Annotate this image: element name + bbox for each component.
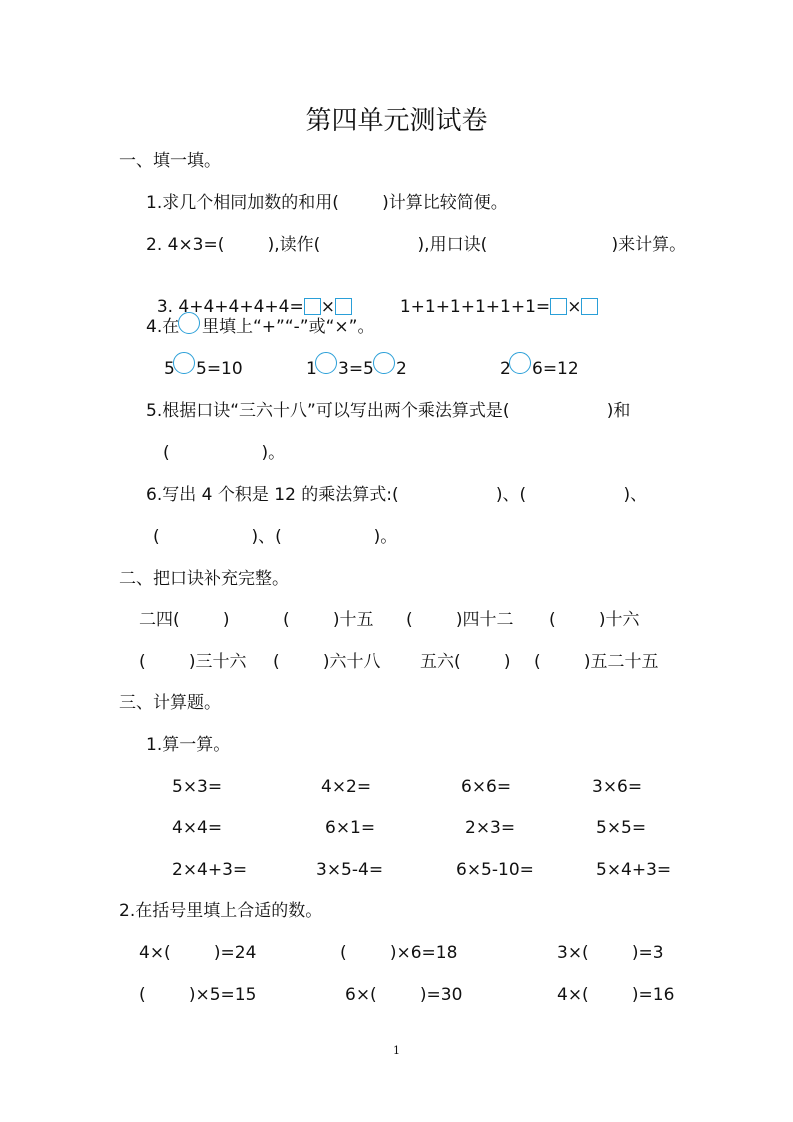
mnemonic-item: 二四( ) <box>139 610 230 630</box>
question-3-left <box>146 274 352 318</box>
fill-item: 3×( )=3 <box>557 943 664 963</box>
calc-item: 5×5= <box>596 818 647 838</box>
calc-item: 6×6= <box>461 777 512 797</box>
question-6-line-1: 6.写出 4 个积是 12 的乘法算式:( )、( )、 <box>146 485 648 505</box>
answer-box[interactable] <box>335 298 352 315</box>
answer-box[interactable] <box>550 298 567 315</box>
page-title: 第四单元测试卷 <box>305 106 488 136</box>
fill-item: 4×( )=16 <box>557 985 675 1005</box>
mnemonic-item: ( )三十六 <box>139 652 247 672</box>
q4-post: 里填上“+”“-”或“×”。 <box>202 317 375 337</box>
q4c-left: 2 <box>500 359 511 379</box>
subsection-1: 1.算一算。 <box>146 735 231 755</box>
q3-right-text: 1+1+1+1+1+1= <box>399 297 551 317</box>
question-1: 1.求几个相同加数的和用( )计算比较简便。 <box>146 193 508 213</box>
section-1-heading: 一、填一填。 <box>119 151 221 171</box>
mnemonic-item: ( )六十八 <box>273 652 381 672</box>
calc-item: 3×6= <box>592 777 643 797</box>
calc-item: 6×1= <box>325 818 376 838</box>
calc-item: 2×4+3= <box>172 860 248 880</box>
answer-circle[interactable] <box>178 312 200 334</box>
calc-item: 3×5-4= <box>316 860 384 880</box>
q3-left-text: 3. 4+4+4+4+4= <box>156 297 304 317</box>
q4a-left: 5 <box>164 359 175 379</box>
times-sign: × <box>320 297 335 317</box>
mnemonic-item: 五六( ) <box>420 652 511 672</box>
fill-item: 6×( )=30 <box>345 985 463 1005</box>
q4b-left: 1 <box>306 359 317 379</box>
question-5-line-2: ( )。 <box>163 443 286 463</box>
subsection-2: 2.在括号里填上合适的数。 <box>119 901 323 921</box>
answer-circle[interactable] <box>509 352 531 374</box>
mnemonic-item: ( )四十二 <box>406 610 514 630</box>
q4b-mid: 3=5 <box>338 359 374 379</box>
answer-box[interactable] <box>304 298 321 315</box>
answer-circle[interactable] <box>315 352 337 374</box>
answer-circle[interactable] <box>373 352 395 374</box>
fill-item: ( )×5=15 <box>139 985 257 1005</box>
calc-item: 6×5-10= <box>456 860 534 880</box>
q4b-right: 2 <box>396 359 407 379</box>
mnemonic-item: ( )十五 <box>283 610 374 630</box>
calc-item: 4×2= <box>321 777 372 797</box>
calc-item: 5×4+3= <box>596 860 672 880</box>
section-2-heading: 二、把口诀补充完整。 <box>119 569 289 589</box>
fill-item: ( )×6=18 <box>340 943 458 963</box>
calc-item: 2×3= <box>465 818 516 838</box>
mnemonic-item: ( )十六 <box>549 610 640 630</box>
q4-pre: 4.在 <box>146 317 180 337</box>
q4a-right: 5=10 <box>196 359 243 379</box>
question-3-right <box>389 274 598 318</box>
question-5-line-1: 5.根据口诀“三六十八”可以写出两个乘法算式是( )和 <box>146 401 631 421</box>
question-6-line-2: ( )、( )。 <box>153 527 398 547</box>
fill-item: 4×( )=24 <box>139 943 257 963</box>
times-sign: × <box>567 297 582 317</box>
answer-box[interactable] <box>581 298 598 315</box>
page-number: 1 <box>393 1044 400 1057</box>
calc-item: 5×3= <box>172 777 223 797</box>
section-3-heading: 三、计算题。 <box>119 693 221 713</box>
question-2: 2. 4×3=( ),读作( ),用口诀( )来计算。 <box>146 235 687 255</box>
calc-item: 4×4= <box>172 818 223 838</box>
mnemonic-item: ( )五二十五 <box>534 652 659 672</box>
answer-circle[interactable] <box>173 352 195 374</box>
q4c-right: 6=12 <box>532 359 579 379</box>
